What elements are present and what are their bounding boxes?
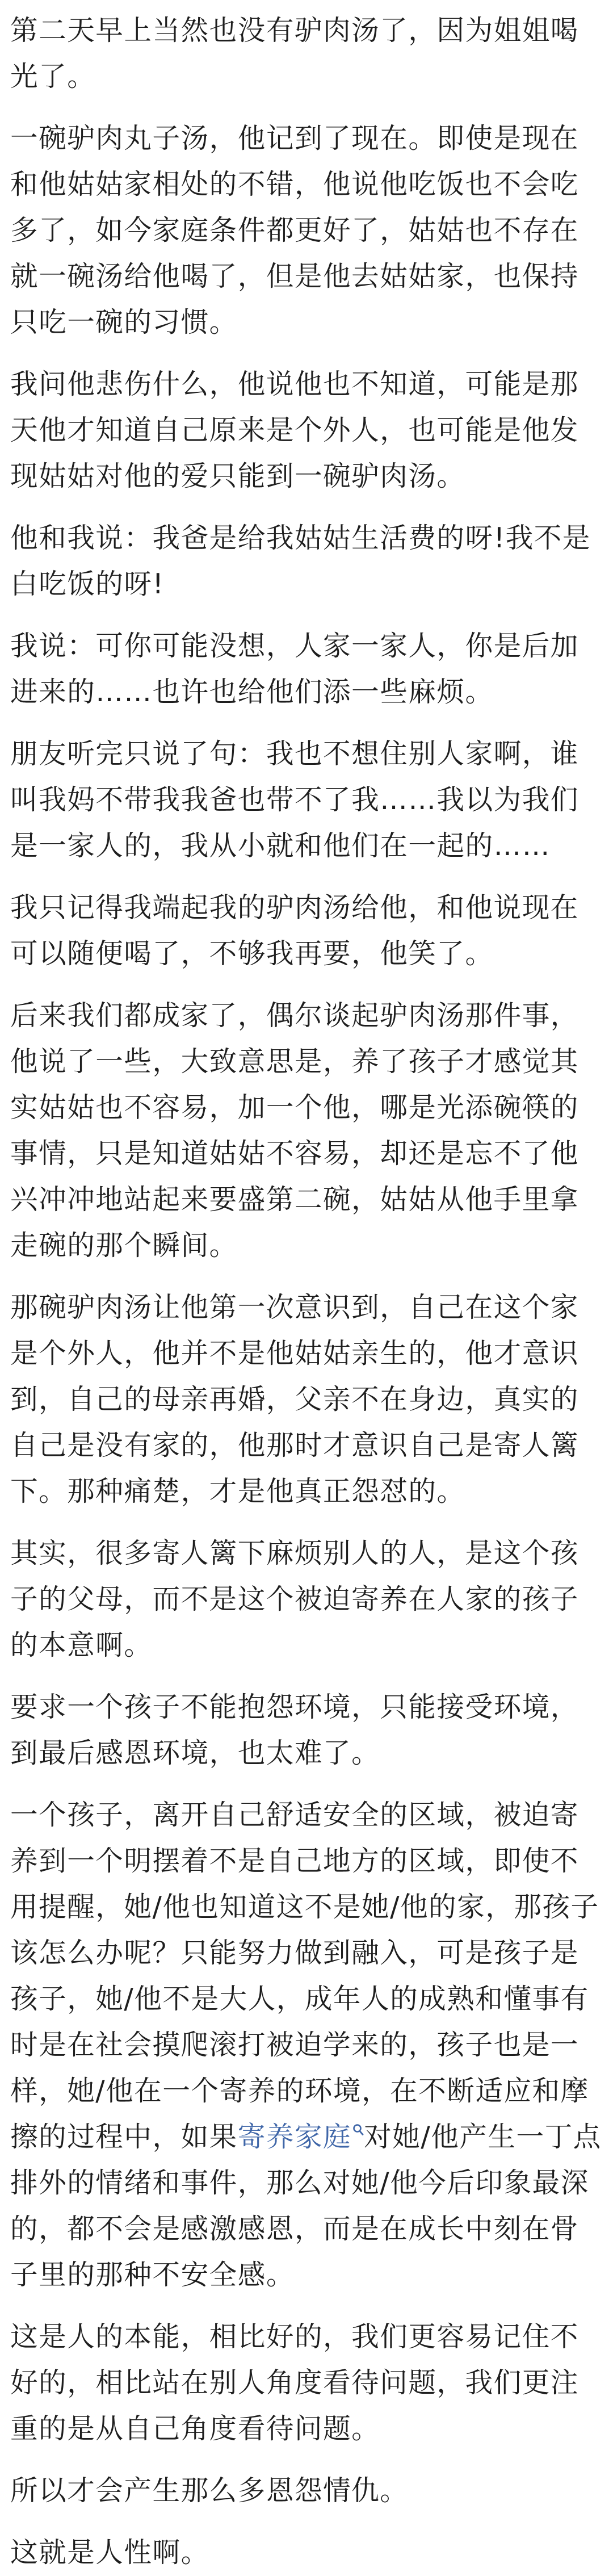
paragraph: 那碗驴肉汤让他第一次意识到，自己在这个家是个外人，他并不是他姑姑亲生的，他才意识到，自己的母亲再婚，父亲不在身边，真实的自己是没有家的，他那时才意识自己是寄人篱下。那种痛楚，才是他真正怨怼的。 xyxy=(10,1292,579,1507)
paragraph: 朋友听完只说了句：我也不想住别人家啊，谁叫我妈不带我我爸也带不了我……我以为我们是一家人的，我从小就和他们在一起的…… xyxy=(10,738,579,862)
paragraph: 一碗驴肉丸子汤，他记到了现在。即使是现在和他姑姑家相处的不错，他说他吃饭也不会吃多了，如今家庭条件都更好了，姑姑也不存在就一碗汤给他喝了，但是他去姑姑家，也保持只吃一碗的习惯。 xyxy=(10,123,579,338)
paragraph: 这是人的本能，相比好的，我们更容易记住不好的，相比站在别人角度看待问题，我们更注重的是从自己角度看待问题。 xyxy=(10,2321,579,2445)
paragraph: 所以才会产生那么多恩怨情仇。 xyxy=(10,2475,409,2507)
paragraph: 他和我说：我爸是给我姑姑生活费的呀!我不是白吃饭的呀! xyxy=(10,522,591,600)
paragraph: 其实，很多寄人篱下麻烦别人的人，是这个孩子的父母，而不是这个被迫寄养在人家的孩子的本意啊。 xyxy=(10,1538,579,1661)
paragraph: 我说：可你可能没想，人家一家人，你是后加进来的……也许也给他们添一些麻烦。 xyxy=(10,630,579,708)
paragraph: 要求一个孩子不能抱怨环境，只能接受环境，到最后感恩环境，也太难了。 xyxy=(10,1691,579,1769)
article-body xyxy=(10,8,606,2576)
search-icon xyxy=(352,2123,364,2136)
paragraph: 我问他悲伤什么，他说他也不知道，可能是那天他才知道自己原来是个外人，也可能是他发现姑姑对他的爱只能到一碗驴肉汤。 xyxy=(10,368,579,492)
link-text: 寄养家庭 xyxy=(237,2121,352,2153)
paragraph: 后来我们都成家了，偶尔谈起驴肉汤那件事，他说了一些，大致意思是，养了孩子才感觉其实姑姑也不容易，加一个他，哪是光添碗筷的事情，只是知道姑姑不容易，却还是忘不了他兴冲冲地站起来要盛第二碗，姑姑从他手里拿走碗的那个瞬间。 xyxy=(10,1000,579,1262)
paragraph-text-after-link: 对她/他产生一丁点排外的情绪和事件，那么对她/他今后印象最深的，都不会是感激感恩，而是在成长中刻在骨子里的那种不安全感。 xyxy=(10,2121,602,2291)
paragraph: 这就是人性啊。 xyxy=(10,2537,209,2569)
paragraph: 我只记得我端起我的驴肉汤给他，和他说现在可以随便喝了，不够我再要，他笑了。 xyxy=(10,892,579,970)
paragraph-text-before-link: 一个孩子，离开自己舒适安全的区域，被迫寄养到一个明摆着不是自己地方的区域，即使不用提醒，她/他也知道这不是她/他的家，那孩子该怎么办呢？只能努力做到融入，可是孩子是孩子，她/他不是大人，成年人的成熟和懂事有时是在社会摸爬滚打被迫学来的，孩子也是一样，她/他在一个寄养的环境，在不断适应和摩擦的过程中，如果 xyxy=(10,1799,599,2153)
foster-family-link[interactable] xyxy=(238,2121,364,2153)
paragraph-with-link xyxy=(10,1792,606,2298)
paragraph: 第二天早上当然也没有驴肉汤了，因为姐姐喝光了。 xyxy=(10,15,579,93)
